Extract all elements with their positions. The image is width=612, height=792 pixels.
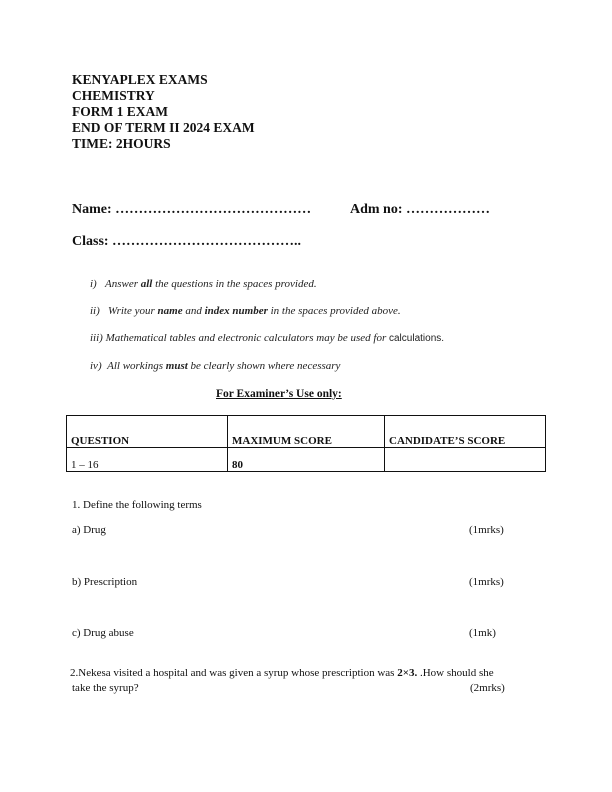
examiner-title: For Examiner’s Use only: xyxy=(216,388,342,400)
text: Write your xyxy=(108,305,158,317)
header-cell: MAXIMUM SCORE xyxy=(228,416,385,448)
cell: 80 xyxy=(228,448,385,472)
score-table xyxy=(66,415,546,472)
text: All workings xyxy=(107,360,166,372)
text: Mathematical tables and electronic calculators may be used for xyxy=(105,332,389,344)
question-1b: b) Prescription xyxy=(72,576,138,588)
marks: (2mrks) xyxy=(470,682,505,694)
instruction-2 xyxy=(90,305,401,317)
question-1a: a) Drug xyxy=(72,524,106,536)
name-field: Name: …………………………………… xyxy=(72,202,312,217)
question-2 xyxy=(70,667,494,679)
header-line: END OF TERM II 2024 EXAM xyxy=(72,120,255,135)
adm-field: Adm no: ……………… xyxy=(350,202,491,217)
num: iv) xyxy=(90,360,102,372)
marks: (1mrks) xyxy=(469,524,504,536)
num: iii) xyxy=(90,332,103,344)
header-line: CHEMISTRY xyxy=(72,88,155,103)
text: be clearly shown where necessary xyxy=(187,360,341,372)
header-cell: QUESTION xyxy=(67,416,228,448)
header-cell: CANDIDATE’S SCORE xyxy=(385,416,546,448)
instruction-1 xyxy=(90,278,317,290)
bold: 2×3. xyxy=(397,667,418,679)
cell: 1 – 16 xyxy=(67,448,228,472)
question-1: 1. Define the following terms xyxy=(72,499,202,511)
num: ii) xyxy=(90,305,100,317)
question-1c: c) Drug abuse xyxy=(72,627,134,639)
instruction-4 xyxy=(90,360,340,372)
header-line: FORM 1 EXAM xyxy=(72,104,168,119)
text: the questions in the spaces provided. xyxy=(152,278,317,290)
bold: all xyxy=(140,278,153,290)
text: in the spaces provided above. xyxy=(267,305,401,317)
text: and xyxy=(182,305,205,317)
text: Answer xyxy=(104,278,141,290)
text: calculations. xyxy=(389,333,445,344)
header-line: KENYAPLEX EXAMS xyxy=(72,72,208,87)
bold: index number xyxy=(204,305,268,317)
text: .How should she xyxy=(417,667,494,679)
header-line: TIME: 2HOURS xyxy=(72,136,171,151)
cell xyxy=(385,448,546,472)
bold: name xyxy=(157,305,183,317)
text: 2.Nekesa visited a hospital and was given a syrup whose prescription was xyxy=(70,667,398,679)
question-2-line2: take the syrup? xyxy=(72,682,139,694)
num: i) xyxy=(90,278,97,290)
marks: (1mk) xyxy=(469,627,496,639)
instruction-3 xyxy=(90,332,444,344)
bold: must xyxy=(165,360,188,372)
class-field: Class: ………………………………….. xyxy=(72,234,302,249)
marks: (1mrks) xyxy=(469,576,504,588)
